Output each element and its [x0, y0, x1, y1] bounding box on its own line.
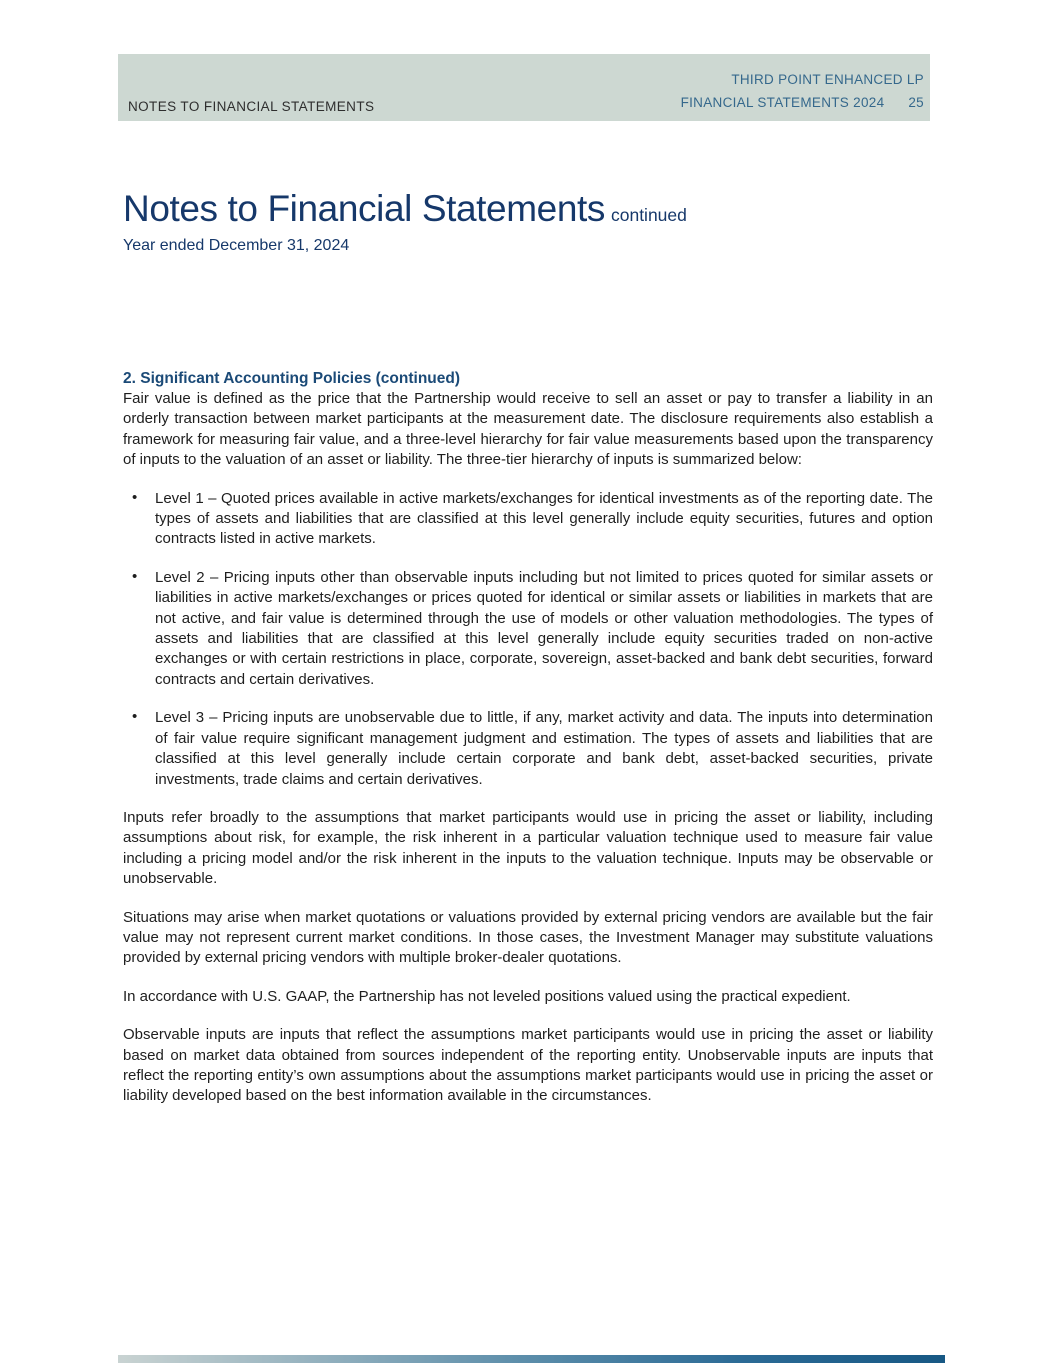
page-title [123, 188, 687, 230]
title-block [123, 188, 687, 255]
bullet-level-3-text: Level 3 – Pricing inputs are unobservable due to little, if any, market activity and data. The inputs into determination of fair value require significant management judgment and estimation. The types of assets and liabilities that are classified at this level generally include certain corporate and bank debt, asset-backed securities, private investments, trade claims and certain derivatives. [155, 709, 933, 788]
fair-value-hierarchy-list [123, 489, 933, 790]
section-heading: 2. Significant Accounting Policies (continued) [123, 370, 461, 387]
report-name-line [681, 91, 924, 114]
company-name: THIRD POINT ENHANCED LP [731, 72, 924, 87]
bullet-level-1 [123, 489, 933, 550]
running-header-left: NOTES TO FINANCIAL STATEMENTS [128, 99, 375, 114]
page-header-band [118, 54, 930, 121]
paragraph-gaap: In accordance with U.S. GAAP, the Partnership has not leveled positions valued using the practical expedient. [123, 987, 851, 1005]
bullet-level-1-text: Level 1 – Quoted prices available in active markets/exchanges for identical investments as of the reporting date. The types of assets and liabilities that are classified at this level generally include equity securities, futures and option contracts listed in active markets. [155, 489, 933, 548]
page-subtitle: Year ended December 31, 2024 [123, 237, 350, 254]
bullet-icon: • [132, 567, 138, 585]
report-title: FINANCIAL STATEMENTS 2024 [680, 95, 885, 110]
note-body [123, 368, 933, 1125]
page-title-main: Notes to Financial Statements [123, 188, 605, 229]
bullet-icon: • [132, 708, 138, 726]
page-number: 25 [908, 95, 924, 110]
footer-gradient-rule [118, 1355, 945, 1363]
paragraph-inputs: Inputs refer broadly to the assumptions that market participants would use in pricing the asset or liability, including assumptions about risk, for example, the risk inherent in a particular valuation technique used to measure fair value including a pricing model and/or the risk inherent in the inputs to the valuation technique. Inputs may be observable or unobservable. [123, 808, 933, 888]
bullet-level-2-text: Level 2 – Pricing inputs other than observable inputs including but not limited to prices quoted for similar assets or liabilities in active markets/exchanges or prices quoted for identical or similar assets or liabilities in markets that are not active, and fair value is determined through the use of models or other valuation methodologies. The types of assets and liabilities that are classified at this level generally include equity securities traded on non-active exchanges or with certain restrictions in place, corporate, sovereign, asset-backed and bank debt securities, forward contracts and certain derivatives. [155, 568, 933, 688]
paragraph-observable: Observable inputs are inputs that reflect the assumptions market participants would use in pricing the asset or liability based on market data obtained from sources independent of the reporting entity. Unobservable inputs are inputs that reflect the reporting entity’s own assumptions about the assumptions market participants would use in pricing the asset or liability developed based on the best information available in the circumstances. [123, 1026, 933, 1105]
page-title-continued: continued [610, 205, 687, 225]
intro-paragraph: Fair value is defined as the price that the Partnership would receive to sell an asset or pay to transfer a liability in an orderly transaction between market participants at the measurement date. The disclosure requirements also establish a framework for measuring fair value, and a three-level hierarchy for fair value measurements based upon the transparency of inputs to the valuation of an asset or liability. The three-tier hierarchy of inputs is summarized below: [123, 390, 933, 469]
bullet-icon: • [132, 488, 138, 506]
bullet-level-2 [123, 568, 933, 690]
running-header-right [681, 68, 924, 114]
paragraph-situations: Situations may arise when market quotations or valuations provided by external pricing vendors are available but the fair value may not represent current market conditions. In those cases, the Investment Manager may substitute valuations provided by external pricing vendors with multiple broker-dealer quotations. [123, 908, 933, 967]
bullet-level-3 [123, 708, 933, 790]
